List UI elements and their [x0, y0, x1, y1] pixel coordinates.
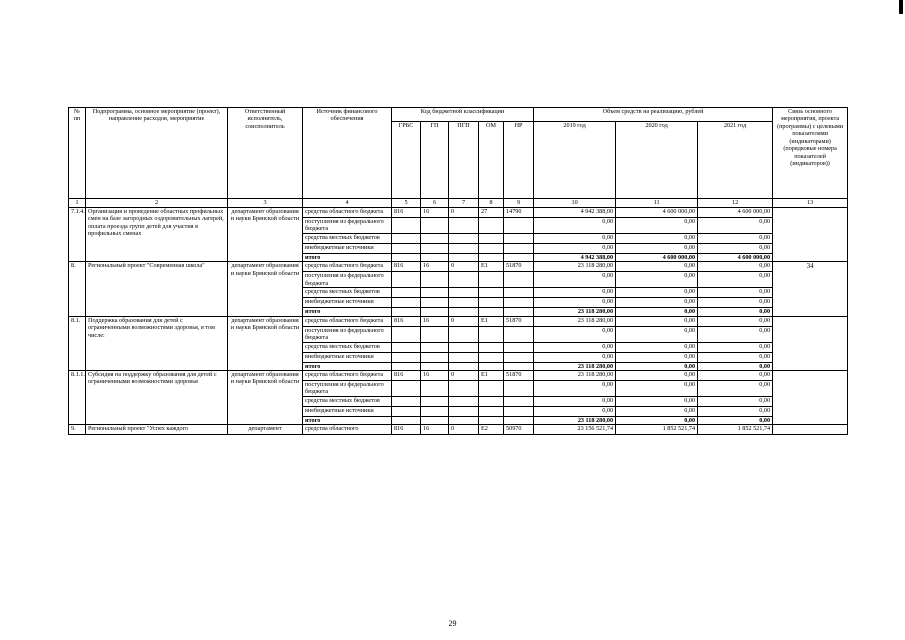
column-number-cell: 3 — [228, 199, 303, 208]
header-volume: Объем средств на реализацию, рублей — [534, 108, 773, 122]
row-responsible: департамент образования и науки Брянской области — [228, 262, 303, 316]
kbk-gp: 16 — [421, 370, 449, 380]
source-cell: итого — [303, 416, 392, 424]
page-edge-mark — [899, 0, 903, 14]
row-responsible: департамент образования и науки Брянской области — [228, 370, 303, 424]
value-2020: 0,00 — [616, 218, 698, 234]
header-pgp: ПГП — [449, 122, 479, 199]
indicator-link — [773, 316, 848, 370]
kbk-empty — [449, 253, 479, 261]
row-title: Поддержка образования для детей с ограниченными возможностями здоровья, в том числе: — [86, 316, 228, 370]
row-responsible: департамент образования и науки Брянской области — [228, 208, 303, 262]
value-2021: 0,00 — [698, 218, 773, 234]
row-number: 9. — [69, 425, 86, 435]
value-2020: 0,00 — [616, 370, 698, 380]
source-cell: внебюджетные источники — [303, 352, 392, 362]
kbk-grbs: 816 — [392, 262, 421, 272]
header-kbk: Код бюджетной классификации — [392, 108, 534, 122]
row-number: 8.1.1. — [69, 370, 86, 424]
value-2020: 0,00 — [616, 272, 698, 288]
value-2020: 0,00 — [616, 406, 698, 416]
kbk-empty — [479, 253, 504, 261]
kbk-empty — [392, 308, 421, 316]
value-2021: 0,00 — [698, 370, 773, 380]
kbk-empty — [449, 362, 479, 370]
kbk-empty — [504, 416, 534, 424]
table-row — [69, 316, 848, 326]
value-2021: 0,00 — [698, 316, 773, 326]
kbk-empty — [421, 288, 449, 298]
source-cell: внебюджетные источники — [303, 243, 392, 253]
indicator-link — [773, 425, 848, 435]
kbk-empty — [479, 218, 504, 234]
kbk-empty — [449, 298, 479, 308]
kbk-empty — [449, 308, 479, 316]
indicator-link — [773, 370, 848, 424]
kbk-empty — [392, 288, 421, 298]
value-2020: 0,00 — [616, 288, 698, 298]
indicator-link — [773, 208, 848, 262]
kbk-empty — [504, 352, 534, 362]
kbk-gp: 16 — [421, 208, 449, 218]
kbk-empty — [421, 352, 449, 362]
value-2020: 0,00 — [616, 362, 698, 370]
value-2019: 23 156 521,74 — [534, 425, 616, 435]
header-row-1 — [69, 108, 848, 122]
kbk-gp: 16 — [421, 316, 449, 326]
source-cell: внебюджетные источники — [303, 298, 392, 308]
value-2019: 0,00 — [534, 352, 616, 362]
source-cell: средства областного бюджета — [303, 262, 392, 272]
value-2019: 0,00 — [534, 218, 616, 234]
row-responsible: департамент образования и науки Брянской области — [228, 316, 303, 370]
kbk-pgp: 0 — [449, 370, 479, 380]
source-cell: итого — [303, 253, 392, 261]
kbk-empty — [504, 218, 534, 234]
table-body — [69, 208, 848, 435]
value-2021: 0,00 — [698, 406, 773, 416]
kbk-empty — [449, 272, 479, 288]
kbk-empty — [421, 243, 449, 253]
kbk-empty — [504, 253, 534, 261]
header-gp: ГП — [421, 122, 449, 199]
column-number-cell: 5 — [392, 199, 421, 208]
value-2020: 0,00 — [616, 298, 698, 308]
source-cell: поступления из федерального бюджета — [303, 380, 392, 396]
source-cell: итого — [303, 308, 392, 316]
column-number-cell: 12 — [698, 199, 773, 208]
kbk-empty — [392, 362, 421, 370]
kbk-empty — [479, 326, 504, 342]
value-2021: 0,00 — [698, 262, 773, 272]
value-2019: 0,00 — [534, 272, 616, 288]
kbk-empty — [504, 380, 534, 396]
kbk-empty — [449, 416, 479, 424]
source-cell: средства местных бюджетов — [303, 396, 392, 406]
kbk-empty — [392, 326, 421, 342]
kbk-empty — [392, 406, 421, 416]
value-2021: 0,00 — [698, 298, 773, 308]
row-title: Организация и проведение областных профильных смен на базе загородных оздоровительных лагерей, оплата проезда групп детей для участия в профильных сменах — [86, 208, 228, 262]
value-2021: 4 600 000,00 — [698, 208, 773, 218]
header-2019: 2019 год — [534, 122, 616, 199]
kbk-empty — [392, 272, 421, 288]
kbk-empty — [479, 380, 504, 396]
kbk-empty — [479, 342, 504, 352]
kbk-empty — [392, 352, 421, 362]
value-2019: 0,00 — [534, 380, 616, 396]
value-2019: 23 118 280,00 — [534, 262, 616, 272]
value-2020: 4 600 000,00 — [616, 253, 698, 261]
kbk-grbs: 816 — [392, 316, 421, 326]
kbk-empty — [392, 298, 421, 308]
kbk-empty — [479, 243, 504, 253]
header-2020: 2020 год — [616, 122, 698, 199]
kbk-empty — [504, 362, 534, 370]
value-2021: 0,00 — [698, 380, 773, 396]
kbk-empty — [504, 288, 534, 298]
header-om: ОМ — [479, 122, 504, 199]
kbk-grbs: 816 — [392, 370, 421, 380]
column-number-cell: 6 — [421, 199, 449, 208]
kbk-pgp: 0 — [449, 425, 479, 435]
column-number-cell: 2 — [86, 199, 228, 208]
kbk-om: E1 — [479, 262, 504, 272]
value-2019: 0,00 — [534, 326, 616, 342]
kbk-empty — [479, 396, 504, 406]
kbk-gp: 16 — [421, 262, 449, 272]
row-number: 8.1. — [69, 316, 86, 370]
value-2021: 0,00 — [698, 362, 773, 370]
kbk-empty — [504, 326, 534, 342]
row-number: 8. — [69, 262, 86, 316]
value-2021: 0,00 — [698, 272, 773, 288]
kbk-empty — [504, 243, 534, 253]
kbk-om: E2 — [479, 425, 504, 435]
kbk-empty — [504, 298, 534, 308]
header-num: № пп — [69, 108, 86, 199]
value-2019: 0,00 — [534, 396, 616, 406]
value-2021: 0,00 — [698, 396, 773, 406]
kbk-empty — [504, 233, 534, 243]
value-2019: 4 942 388,00 — [534, 253, 616, 261]
kbk-empty — [479, 352, 504, 362]
budget-table — [68, 107, 848, 435]
column-number-cell: 13 — [773, 199, 848, 208]
kbk-ir: 51870 — [504, 262, 534, 272]
source-cell: поступления из федерального бюджета — [303, 272, 392, 288]
kbk-pgp: 0 — [449, 316, 479, 326]
kbk-empty — [421, 362, 449, 370]
header-source: Источник финансового обеспечения — [303, 108, 392, 199]
source-cell: поступления из федерального бюджета — [303, 218, 392, 234]
header-program: Подпрограмма, основное мероприятие (проект), направление расходов, мероприятие — [86, 108, 228, 199]
header-link: Связь основного мероприятия, проекта (программы) с целевыми показателями (индикаторами) (порядковые номера показателей (индикаторов)) — [773, 108, 848, 199]
kbk-empty — [479, 233, 504, 243]
value-2020: 0,00 — [616, 380, 698, 396]
value-2019: 0,00 — [534, 288, 616, 298]
value-2019: 23 118 280,00 — [534, 316, 616, 326]
kbk-empty — [449, 326, 479, 342]
header-ir: НР — [504, 122, 534, 199]
value-2020: 0,00 — [616, 352, 698, 362]
source-cell: итого — [303, 362, 392, 370]
header-grbs: ГРБС — [392, 122, 421, 199]
kbk-empty — [449, 218, 479, 234]
kbk-empty — [392, 253, 421, 261]
source-cell: поступления из федерального бюджета — [303, 326, 392, 342]
value-2019: 4 942 388,00 — [534, 208, 616, 218]
kbk-empty — [421, 406, 449, 416]
row-title: Субсидия на поддержку образования для детей с ограниченными возможностями здоровья — [86, 370, 228, 424]
kbk-om: E1 — [479, 370, 504, 380]
indicator-link: 34 — [773, 262, 848, 316]
kbk-ir: 51870 — [504, 316, 534, 326]
kbk-empty — [421, 396, 449, 406]
kbk-empty — [392, 416, 421, 424]
kbk-empty — [449, 406, 479, 416]
kbk-empty — [421, 218, 449, 234]
value-2021: 0,00 — [698, 352, 773, 362]
kbk-empty — [449, 352, 479, 362]
row-responsible: департамент — [228, 425, 303, 435]
kbk-ir: 14790 — [504, 208, 534, 218]
kbk-empty — [479, 308, 504, 316]
value-2020: 0,00 — [616, 308, 698, 316]
value-2020: 0,00 — [616, 396, 698, 406]
row-title: Региональный проект "Современная школа" — [86, 262, 228, 316]
value-2019: 0,00 — [534, 298, 616, 308]
kbk-gp: 16 — [421, 425, 449, 435]
value-2019: 0,00 — [534, 342, 616, 352]
kbk-pgp: 0 — [449, 208, 479, 218]
source-cell: средства местных бюджетов — [303, 342, 392, 352]
value-2021: 0,00 — [698, 243, 773, 253]
kbk-empty — [479, 298, 504, 308]
table-row — [69, 425, 848, 435]
source-cell: средства местных бюджетов — [303, 288, 392, 298]
kbk-ir: 51870 — [504, 370, 534, 380]
value-2019: 0,00 — [534, 243, 616, 253]
kbk-empty — [504, 406, 534, 416]
value-2020: 0,00 — [616, 416, 698, 424]
value-2019: 23 118 280,00 — [534, 416, 616, 424]
value-2020: 0,00 — [616, 243, 698, 253]
value-2019: 23 118 280,00 — [534, 370, 616, 380]
column-number-cell: 4 — [303, 199, 392, 208]
column-number-cell: 11 — [616, 199, 698, 208]
source-cell: средства областного бюджета — [303, 316, 392, 326]
value-2021: 0,00 — [698, 342, 773, 352]
source-cell: средства областного бюджета — [303, 208, 392, 218]
kbk-om: 27 — [479, 208, 504, 218]
value-2020: 1 852 521,74 — [616, 425, 698, 435]
kbk-empty — [392, 243, 421, 253]
kbk-empty — [392, 218, 421, 234]
kbk-empty — [504, 342, 534, 352]
kbk-om: E1 — [479, 316, 504, 326]
column-number-cell: 9 — [504, 199, 534, 208]
header-responsible: Ответственный исполнитель, соисполнитель — [228, 108, 303, 199]
kbk-empty — [449, 288, 479, 298]
value-2020: 0,00 — [616, 233, 698, 243]
value-2019: 0,00 — [534, 406, 616, 416]
value-2021: 4 600 000,00 — [698, 253, 773, 261]
value-2020: 0,00 — [616, 262, 698, 272]
column-number-cell: 10 — [534, 199, 616, 208]
kbk-empty — [421, 272, 449, 288]
column-number-cell: 7 — [449, 199, 479, 208]
kbk-empty — [479, 272, 504, 288]
kbk-empty — [392, 233, 421, 243]
kbk-empty — [449, 243, 479, 253]
kbk-empty — [479, 416, 504, 424]
kbk-empty — [504, 308, 534, 316]
page-number: 29 — [448, 619, 457, 628]
kbk-empty — [504, 272, 534, 288]
source-cell: средства областного бюджета — [303, 370, 392, 380]
source-cell: средства областного — [303, 425, 392, 435]
value-2019: 23 118 280,00 — [534, 362, 616, 370]
value-2019: 23 118 280,00 — [534, 308, 616, 316]
table-row — [69, 262, 848, 272]
kbk-grbs: 816 — [392, 208, 421, 218]
kbk-empty — [449, 233, 479, 243]
kbk-empty — [421, 253, 449, 261]
kbk-empty — [449, 342, 479, 352]
row-number: 7.1.4. — [69, 208, 86, 262]
value-2020: 4 600 000,00 — [616, 208, 698, 218]
kbk-empty — [449, 396, 479, 406]
source-cell: внебюджетные источники — [303, 406, 392, 416]
row-title: Региональный проект "Успех каждого — [86, 425, 228, 435]
kbk-empty — [392, 380, 421, 396]
column-number-cell: 1 — [69, 199, 86, 208]
column-number-cell: 8 — [479, 199, 504, 208]
kbk-empty — [504, 396, 534, 406]
value-2021: 0,00 — [698, 288, 773, 298]
header-2021: 2021 год — [698, 122, 773, 199]
value-2021: 0,00 — [698, 416, 773, 424]
kbk-empty — [392, 342, 421, 352]
kbk-empty — [479, 288, 504, 298]
value-2020: 0,00 — [616, 316, 698, 326]
kbk-empty — [449, 380, 479, 396]
value-2019: 0,00 — [534, 233, 616, 243]
value-2021: 0,00 — [698, 308, 773, 316]
table-row — [69, 370, 848, 380]
kbk-empty — [479, 406, 504, 416]
value-2021: 0,00 — [698, 326, 773, 342]
table-row — [69, 208, 848, 218]
value-2020: 0,00 — [616, 326, 698, 342]
value-2020: 0,00 — [616, 342, 698, 352]
kbk-empty — [421, 326, 449, 342]
column-numbers-row — [69, 199, 848, 208]
kbk-empty — [421, 308, 449, 316]
kbk-empty — [421, 233, 449, 243]
kbk-empty — [479, 362, 504, 370]
value-2021: 0,00 — [698, 233, 773, 243]
kbk-empty — [392, 396, 421, 406]
kbk-ir: 50970 — [504, 425, 534, 435]
kbk-empty — [421, 298, 449, 308]
kbk-empty — [421, 416, 449, 424]
source-cell: средства местных бюджетов — [303, 233, 392, 243]
value-2021: 1 852 521,74 — [698, 425, 773, 435]
kbk-pgp: 0 — [449, 262, 479, 272]
kbk-grbs: 816 — [392, 425, 421, 435]
kbk-empty — [421, 342, 449, 352]
kbk-empty — [421, 380, 449, 396]
